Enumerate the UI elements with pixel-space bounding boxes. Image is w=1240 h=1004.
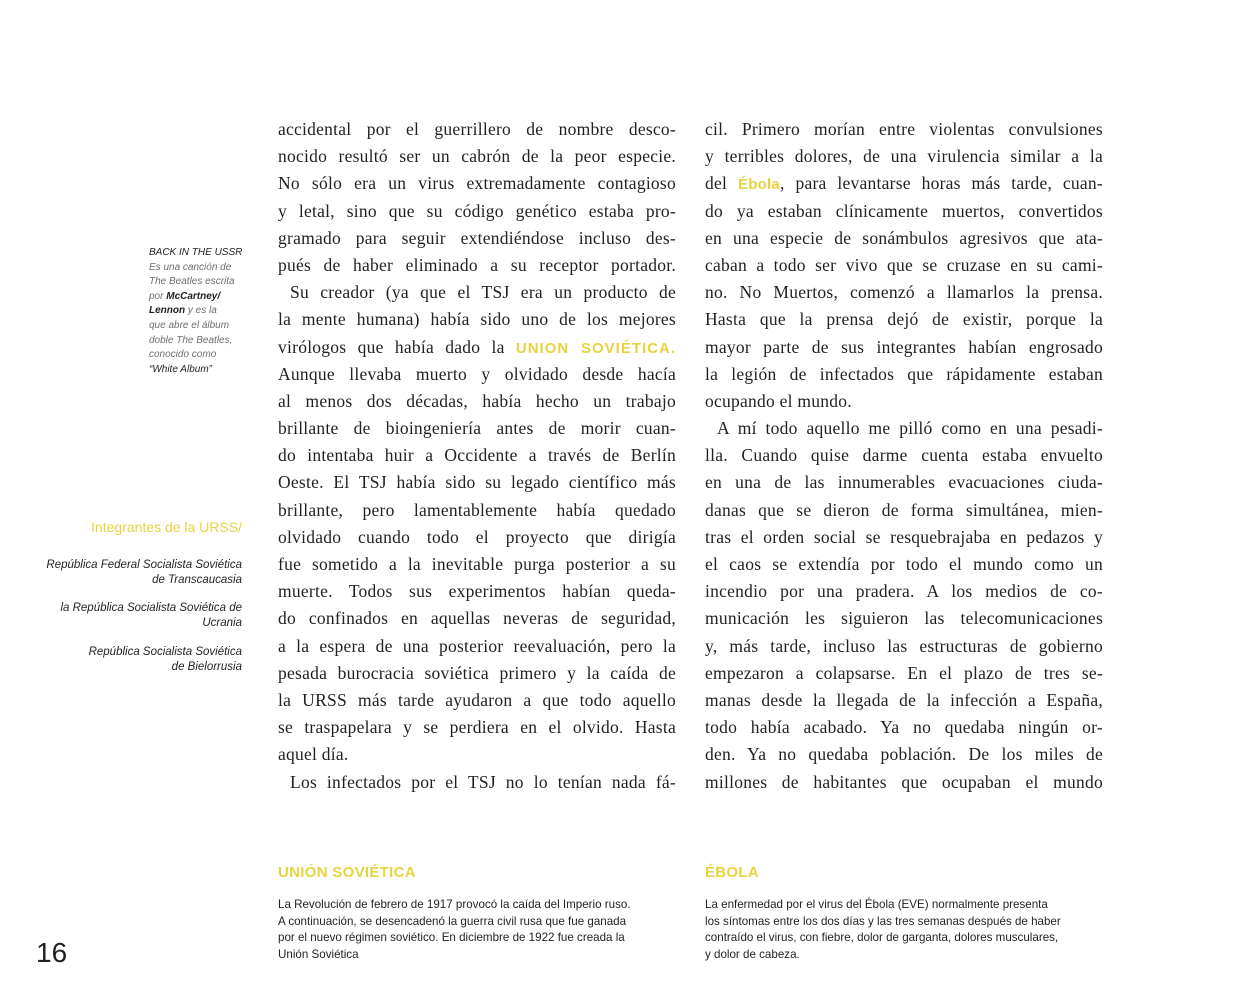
body-line: do intentaba huir a Occidente a través de Berlín: [278, 445, 676, 466]
republic-line: de Transcaucasia: [152, 574, 242, 586]
body-line: al menos dos décadas, había hecho un trabajo: [278, 390, 676, 411]
body-line: municación les siguieron las telecomunicaciones: [705, 608, 1103, 629]
body-line: el caos se extendía por todo el mundo como un: [705, 554, 1103, 574]
body-line: [278, 334, 676, 361]
footnote-line: La Revolución de febrero de 1917 provocó la caída del Imperio ruso.: [278, 898, 631, 911]
body-line: no. No Muertos, comenzó a llamarlos la prensa.: [705, 282, 1103, 303]
note-line: “White Album”: [149, 363, 212, 375]
note-author: Lennon: [149, 305, 186, 317]
page-number: 16: [36, 937, 68, 968]
body-line: la legión de infectados que rápidamente estaban: [705, 363, 1103, 384]
highlight-union-sovietica: UNION SOVIÉTICA.: [515, 339, 676, 357]
body-line: la mente humana) había sido uno de los mejores: [278, 309, 676, 330]
footnote-line: por el nuevo régimen soviético. En diciembre de 1922 fue creada la: [278, 931, 625, 944]
body-line: pesada burocracia soviética primero y la caída de: [278, 662, 676, 683]
note-line: Es una canción de: [149, 261, 232, 273]
body-column-right: [705, 116, 1103, 796]
republic-line: de Bielorrusia: [171, 661, 242, 673]
body-line: brillante de bioingeniería antes de morir cuan-: [278, 418, 676, 439]
footnote-line: y dolor de cabeza.: [705, 947, 800, 961]
body-line: do confinados en aquellas neveras de seguridad,: [278, 608, 676, 629]
body-line: No sólo era un virus extremadamente contagioso: [278, 173, 676, 194]
body-text: del: [705, 173, 728, 194]
note-author: McCartney/: [166, 290, 221, 302]
body-line: a la espera de una posterior reevaluación, pero la: [278, 635, 676, 656]
republic-line: la República Socialista Soviética de: [60, 602, 242, 614]
note-line: conocido como: [149, 349, 217, 361]
body-line: Los infectados por el TSJ no lo tenían nada fá-: [290, 771, 676, 792]
body-line: la URSS más tarde ayudaron a que todo aquello: [278, 689, 676, 710]
footnote-heading-union-sovietica: UNIÓN SOVIÉTICA: [278, 864, 416, 881]
body-line: en una especie de sonámbulos agresivos que ata-: [705, 227, 1103, 248]
body-line: y terribles dolores, de una virulencia similar a la: [705, 146, 1103, 167]
body-line: [705, 170, 1103, 197]
body-line: tras el orden social se resquebrajaba en pedazos y: [705, 526, 1103, 547]
footnote-text-ebola: [705, 897, 1105, 963]
republic-item: [20, 645, 242, 675]
body-line: aquel día.: [278, 744, 349, 765]
note-line: The Beatles escrita: [149, 276, 235, 288]
body-line: en una de las innumerables evacuaciones ciuda-: [705, 472, 1103, 493]
footnote-line: contraído el virus, con fiebre, dolor de garganta, dolores musculares,: [705, 931, 1059, 944]
body-line: incendio por una pradera. A los medios de co-: [705, 581, 1103, 602]
body-line: Su creador (ya que el TSJ era un producto de: [290, 282, 676, 303]
republic-line: Ucrania: [202, 617, 242, 629]
body-line: A mí todo aquello me pilló como en una pesadi-: [717, 418, 1103, 439]
note-line: [149, 290, 259, 305]
body-line: manas desde la llegada de la infección a España,: [705, 689, 1103, 710]
body-line: lla. Cuando quise darme cuenta estaba envuelto: [705, 445, 1103, 466]
body-line: olvidado cuando todo el proyecto que dirigía: [278, 526, 676, 547]
body-line: gramado para seguir extendiéndose incluso des-: [278, 227, 676, 248]
body-line: Aunque llevaba muerto y olvidado desde hacía: [278, 363, 676, 384]
body-line: Hasta que la prensa dejó de existir, porque la: [705, 309, 1103, 330]
body-line: fue sometido a la inevitable purga posterior a su: [278, 554, 676, 574]
footnote-line: los síntomas entre los dos días y las tres semanas después de haber: [705, 914, 1061, 928]
body-line: cil. Primero morían entre violentas convulsiones: [705, 119, 1103, 139]
body-line: y letal, sino que su código genético estaba pro-: [278, 200, 676, 221]
body-line: danas que se dieron de forma simultánea, mien-: [705, 499, 1103, 520]
body-line: den. Ya no quedaba población. De los miles de: [705, 744, 1103, 765]
body-line: mayor parte de sus integrantes habían engrosado: [705, 336, 1103, 357]
republics-title: Integrantes de la URSS/: [91, 519, 242, 535]
body-text: virólogos que había dado la: [278, 336, 505, 357]
body-line: accidental por el guerrillero de nombre desco-: [278, 119, 676, 139]
footnote-line: Unión Soviética: [278, 947, 359, 961]
note-title: BACK IN THE USSR: [149, 247, 243, 258]
body-line: se traspapelara y se perdiera en el olvido. Hasta: [278, 717, 676, 738]
republic-item: [20, 601, 242, 631]
republic-line: República Federal Socialista Soviética: [46, 559, 242, 571]
republic-line: República Socialista Soviética: [88, 646, 242, 658]
note-line: que abre el álbum: [149, 319, 230, 331]
body-column-left: [278, 116, 676, 796]
sidebar-note: [149, 246, 259, 377]
body-line: empezaron a colapsarse. En el plazo de tres se-: [705, 662, 1103, 683]
footnote-text-union-sovietica: [278, 897, 678, 963]
note-text: por: [149, 290, 167, 302]
body-line: y, más tarde, incluso las estructuras de gobierno: [705, 635, 1103, 656]
body-line: brillante, pero lamentablemente había quedado: [278, 499, 676, 520]
body-line: nocido resultó ser un cabrón de la peor especie.: [278, 146, 676, 167]
note-text: y es la: [185, 305, 217, 317]
body-line: pués de haber eliminado a su receptor portador.: [278, 254, 676, 275]
note-line: [149, 304, 259, 319]
body-line: millones de habitantes que ocupaban el mundo: [705, 771, 1103, 792]
highlight-ebola: Ébola: [737, 176, 781, 194]
body-line: todo había acabado. Ya no quedaba ningún or-: [705, 717, 1103, 738]
body-line: caban a todo ser vivo que se cruzase en su cami-: [705, 254, 1103, 275]
body-line: muerte. Todos sus experimentos habían queda-: [278, 581, 676, 602]
footnote-line: A continuación, se desencadenó la guerra civil rusa que fue ganada: [278, 914, 627, 928]
note-line: doble The Beatles,: [149, 334, 233, 346]
footnote-heading-ebola: ÉBOLA: [705, 864, 759, 881]
body-line: do ya estaban clínicamente muertos, convertidos: [705, 200, 1103, 221]
body-line: ocupando el mundo.: [705, 390, 852, 411]
republic-item: [20, 558, 242, 588]
body-text: , para levantarse horas más tarde, cuan-: [780, 173, 1103, 194]
body-line: Oeste. El TSJ había sido su legado científico más: [278, 472, 676, 493]
footnote-line: La enfermedad por el virus del Ébola (EVE) normalmente presenta: [705, 898, 1048, 911]
